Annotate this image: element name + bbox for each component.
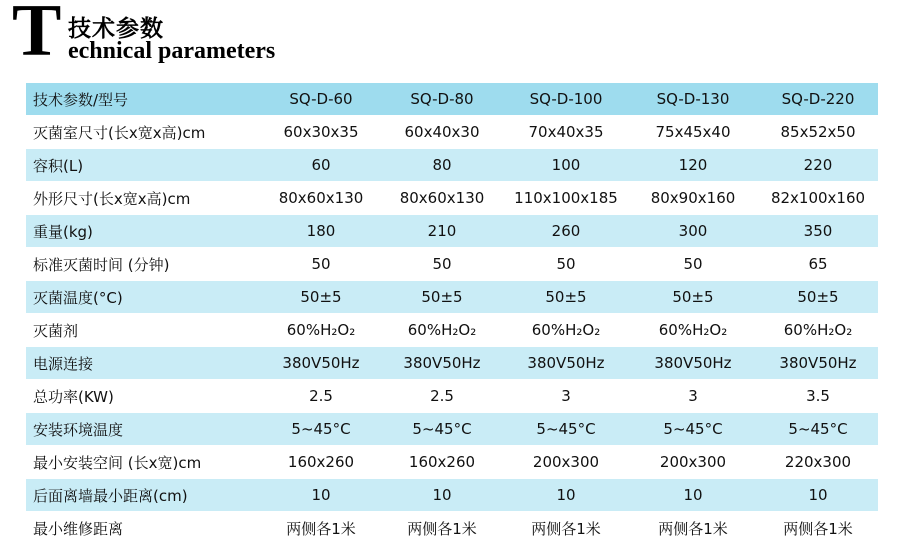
model-header: SQ-D-60 [262, 83, 380, 116]
row-label: 容积(L) [26, 149, 262, 182]
row-label: 总功率(KW) [26, 380, 262, 413]
section-title-english: echnical parameters [68, 38, 276, 64]
table-row [26, 413, 878, 446]
table-row [26, 182, 878, 215]
table-cell: 160x260 [262, 446, 380, 479]
table-cell: 10 [758, 479, 878, 512]
table-cell: 120 [628, 149, 758, 182]
table-cell: 350 [758, 215, 878, 248]
table-cell: 两侧各1米 [504, 512, 628, 545]
table-cell: 两侧各1米 [262, 512, 380, 545]
table-cell: 85x52x50 [758, 116, 878, 149]
row-label: 外形尺寸(长x宽x高)cm [26, 182, 262, 215]
table-cell: 60 [262, 149, 380, 182]
table-cell: 5~45°C [758, 413, 878, 446]
table-cell: 70x40x35 [504, 116, 628, 149]
table-cell: 60x30x35 [262, 116, 380, 149]
table-cell: 60%H₂O₂ [504, 314, 628, 347]
table-cell: 80x60x130 [262, 182, 380, 215]
table-cell: 10 [262, 479, 380, 512]
row-label: 后面离墙最小距离(cm) [26, 479, 262, 512]
table-row [26, 479, 878, 512]
table-cell: 50±5 [262, 281, 380, 314]
table-cell: 65 [758, 248, 878, 281]
table-cell: 380V50Hz [504, 347, 628, 380]
table-cell: 50±5 [758, 281, 878, 314]
table-cell: 50±5 [628, 281, 758, 314]
table-row [26, 380, 878, 413]
table-row [26, 446, 878, 479]
table-cell: 两侧各1米 [628, 512, 758, 545]
table-cell: 5~45°C [262, 413, 380, 446]
row-label: 最小安装空间 (长x宽)cm [26, 446, 262, 479]
row-label: 灭菌室尺寸(长x宽x高)cm [26, 116, 262, 149]
table-row [26, 281, 878, 314]
table-cell: 2.5 [262, 380, 380, 413]
table-cell: 5~45°C [504, 413, 628, 446]
table-cell: 300 [628, 215, 758, 248]
table-cell: 160x260 [380, 446, 504, 479]
row-label: 最小维修距离 [26, 512, 262, 545]
row-label: 灭菌剂 [26, 314, 262, 347]
table-cell: 10 [504, 479, 628, 512]
table-cell: 80x90x160 [628, 182, 758, 215]
table-cell: 110x100x185 [504, 182, 628, 215]
decorative-initial-letter: T [12, 0, 62, 72]
table-row [26, 116, 878, 149]
table-cell: 5~45°C [380, 413, 504, 446]
table-cell: 50 [262, 248, 380, 281]
row-label: 标准灭菌时间 (分钟) [26, 248, 262, 281]
table-cell: 380V50Hz [758, 347, 878, 380]
table-cell: 100 [504, 149, 628, 182]
table-cell: 50 [504, 248, 628, 281]
row-label: 重量(kg) [26, 215, 262, 248]
spec-table [26, 83, 878, 545]
row-label: 电源连接 [26, 347, 262, 380]
model-header: SQ-D-220 [758, 83, 878, 116]
table-cell: 3.5 [758, 380, 878, 413]
table-cell: 200x300 [628, 446, 758, 479]
table-cell: 220 [758, 149, 878, 182]
header-label: 技术参数/型号 [26, 83, 262, 116]
table-cell: 60x40x30 [380, 116, 504, 149]
section-title-chinese: 技术参数 [68, 15, 164, 42]
table-cell: 60%H₂O₂ [380, 314, 504, 347]
table-cell: 5~45°C [628, 413, 758, 446]
table-cell: 60%H₂O₂ [758, 314, 878, 347]
table-cell: 两侧各1米 [380, 512, 504, 545]
table-cell: 10 [628, 479, 758, 512]
table-cell: 260 [504, 215, 628, 248]
table-cell: 80 [380, 149, 504, 182]
table-row [26, 314, 878, 347]
table-row [26, 149, 878, 182]
table-cell: 180 [262, 215, 380, 248]
table-cell: 60%H₂O₂ [628, 314, 758, 347]
table-cell: 220x300 [758, 446, 878, 479]
table-cell: 380V50Hz [262, 347, 380, 380]
table-cell: 60%H₂O₂ [262, 314, 380, 347]
table-row [26, 512, 878, 545]
table-cell: 82x100x160 [758, 182, 878, 215]
table-cell: 210 [380, 215, 504, 248]
table-cell: 380V50Hz [628, 347, 758, 380]
spec-table-body [26, 83, 878, 545]
table-cell: 两侧各1米 [758, 512, 878, 545]
model-header: SQ-D-80 [380, 83, 504, 116]
model-header: SQ-D-100 [504, 83, 628, 116]
table-row [26, 347, 878, 380]
table-cell: 2.5 [380, 380, 504, 413]
table-row [26, 215, 878, 248]
row-label: 灭菌温度(°C) [26, 281, 262, 314]
table-cell: 75x45x40 [628, 116, 758, 149]
table-cell: 3 [628, 380, 758, 413]
model-header: SQ-D-130 [628, 83, 758, 116]
table-cell: 3 [504, 380, 628, 413]
table-header-row [26, 83, 878, 116]
table-cell: 10 [380, 479, 504, 512]
table-cell: 380V50Hz [380, 347, 504, 380]
table-cell: 50 [628, 248, 758, 281]
section-header [12, 0, 432, 72]
table-cell: 80x60x130 [380, 182, 504, 215]
table-cell: 50 [380, 248, 504, 281]
table-cell: 200x300 [504, 446, 628, 479]
table-cell: 50±5 [380, 281, 504, 314]
table-cell: 50±5 [504, 281, 628, 314]
table-row [26, 248, 878, 281]
row-label: 安装环境温度 [26, 413, 262, 446]
